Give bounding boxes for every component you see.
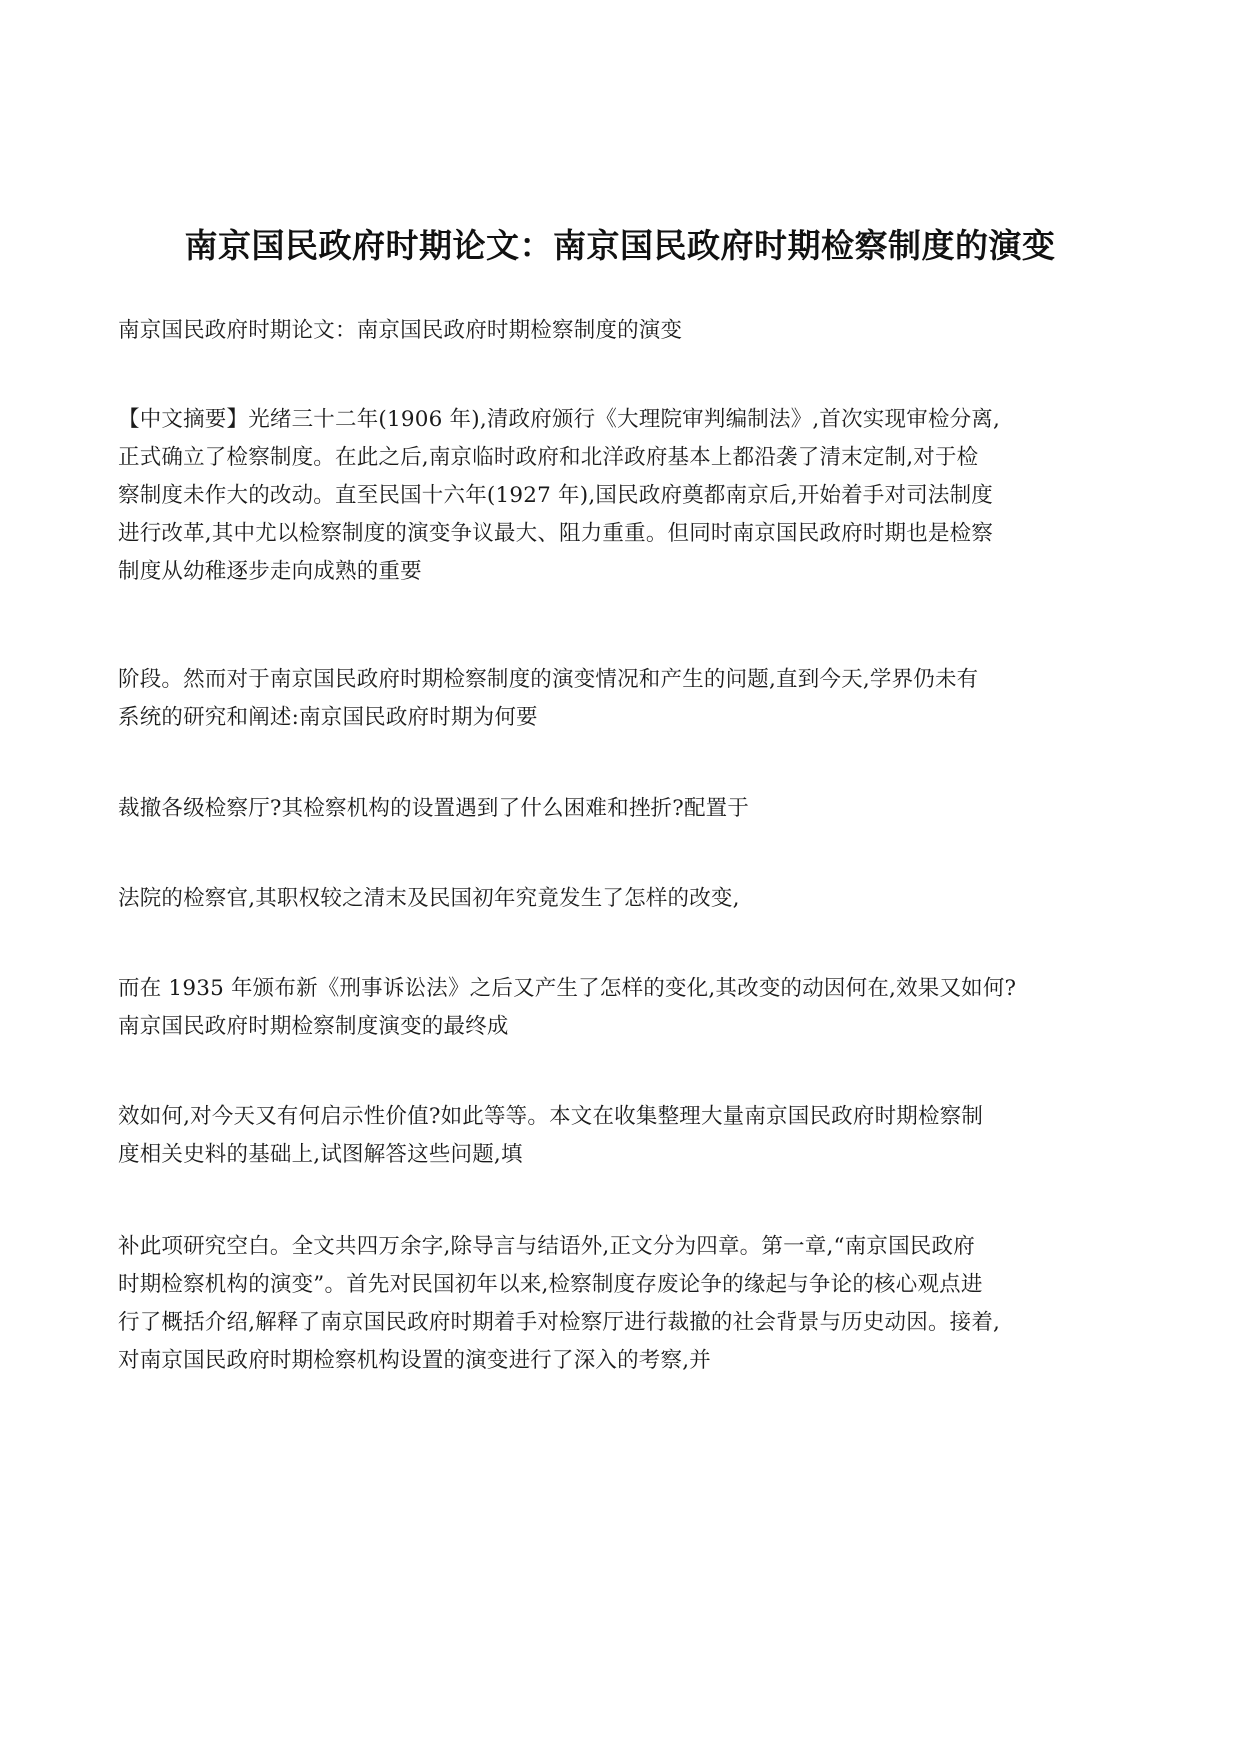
text-line: 而在 1935 年颁布新《刑事诉讼法》之后又产生了怎样的变化,其改变的动因何在,效果又如何? bbox=[118, 976, 1017, 1001]
paragraph-subtitle bbox=[118, 312, 1138, 350]
text-line: 南京国民政府时期论文：南京国民政府时期检察制度的演变 bbox=[118, 318, 683, 343]
text-line: 进行改革,其中尤以检察制度的演变争议最大、阻力重重。但同时南京国民政府时期也是检察 bbox=[118, 521, 994, 546]
text-line: 正式确立了检察制度。在此之后,南京临时政府和北洋政府基本上都沿袭了清末定制,对于检 bbox=[118, 445, 979, 470]
text-line: 度相关史料的基础上,试图解答这些问题,填 bbox=[118, 1142, 523, 1167]
text-line: 阶段。然而对于南京国民政府时期检察制度的演变情况和产生的问题,直到今天,学界仍未有 bbox=[118, 667, 979, 692]
text-line: 补此项研究空白。全文共四万余字,除导言与结语外,正文分为四章。第一章,“南京国民政府 bbox=[118, 1234, 975, 1259]
text-line: 南京国民政府时期检察制度演变的最终成 bbox=[118, 1014, 509, 1039]
text-line: 察制度未作大的改动。直至民国十六年(1927 年),国民政府奠都南京后,开始着手对司法制度 bbox=[118, 483, 993, 508]
paragraph-body bbox=[118, 790, 1138, 828]
text-line: 制度从幼稚逐步走向成熟的重要 bbox=[118, 559, 422, 584]
text-line: 系统的研究和阐述:南京国民政府时期为何要 bbox=[118, 705, 538, 730]
paragraph-body bbox=[118, 1228, 1138, 1380]
document-title: 南京国民政府时期论文：南京国民政府时期检察制度的演变 bbox=[184, 226, 1056, 265]
paragraph-body bbox=[118, 880, 1138, 918]
text-line: 时期检察机构的演变”。首先对民国初年以来,检察制度存废论争的缘起与争论的核心观点进 bbox=[118, 1272, 983, 1297]
text-line: 效如何,对今天又有何启示性价值?如此等等。本文在收集整理大量南京国民政府时期检察制 bbox=[118, 1104, 984, 1129]
paragraph-body bbox=[118, 1098, 1138, 1174]
paragraph-body bbox=[118, 970, 1138, 1046]
text-line: 【中文摘要】光绪三十二年(1906 年),清政府颁行《大理院审判编制法》,首次实现审检分离, bbox=[118, 407, 1001, 432]
text-line: 行了概括介绍,解释了南京国民政府时期着手对检察厅进行裁撤的社会背景与历史动因。接着, bbox=[118, 1310, 1001, 1335]
text-line: 法院的检察官,其职权较之清末及民国初年究竟发生了怎样的改变, bbox=[118, 886, 740, 911]
paragraph-abstract bbox=[118, 401, 1138, 591]
text-line: 对南京国民政府时期检察机构设置的演变进行了深入的考察,并 bbox=[118, 1348, 711, 1373]
paragraph-body bbox=[118, 661, 1138, 737]
text-line: 裁撤各级检察厅?其检察机构的设置遇到了什么困难和挫折?配置于 bbox=[118, 796, 750, 821]
